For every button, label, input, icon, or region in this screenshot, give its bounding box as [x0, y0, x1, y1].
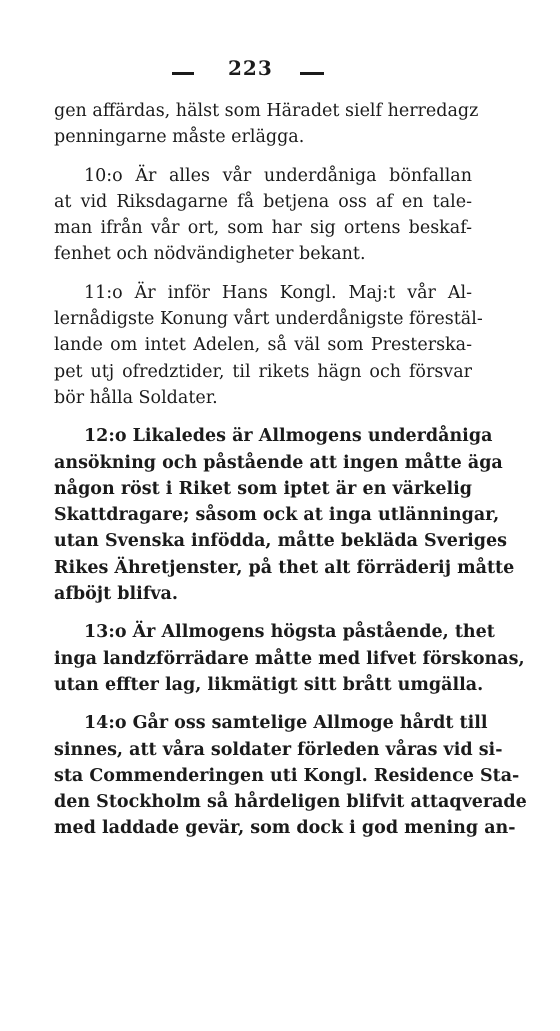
page-number: 223 [228, 56, 273, 80]
text-line: utan effter lag, likmätigt sitt brått umgälla. [54, 674, 484, 695]
paragraph-13 [54, 619, 525, 698]
text-line: någon röst i Riket som iptet är en värkelig [54, 478, 472, 499]
paragraph-continuation [54, 98, 479, 151]
paragraph-11 [54, 280, 483, 411]
text-line: Rikes Ähretjenster, på thet alt förräderij måtte [54, 557, 515, 578]
text-line: gen affärdas, hälst som Häradet sielf herredagz [54, 101, 479, 121]
text-line: den Stockholm så hårdeligen blifvit attaqverade [54, 792, 527, 813]
text-line: 11:o Är inför Hans Kongl. Maj:t vår Al- [84, 282, 472, 303]
text-line: inga landzförrädare måtte med lifvet förskonas, [54, 648, 525, 669]
text-line: med laddade gevär, som dock i god mening an- [54, 818, 516, 839]
text-line: man ifrån vår ort, som har sig ortens beskaf- [54, 218, 472, 239]
text-line: sinnes, att våra soldater förleden våras vid si- [54, 739, 503, 760]
paragraph-14 [54, 710, 527, 841]
text-line: 13:o Är Allmogens högsta påstående, thet [84, 622, 495, 643]
text-line: lande om intet Adelen, så väl som Presterska- [54, 335, 472, 356]
text-line: penningarne måste erlägga. [54, 127, 305, 148]
text-line: ansökning och påstående att ingen måtte äga [54, 452, 503, 473]
text-line: 12:o Likaledes är Allmogens underdåniga [84, 426, 493, 447]
header-dash-left [172, 72, 194, 75]
text-line: Skattdragare; såsom ock at inga utlänningar, [54, 505, 500, 526]
text-line: bör hålla Soldater. [54, 387, 218, 408]
paragraph-10 [54, 163, 472, 268]
text-line: utan Svenska infödda, måtte bekläda Sveriges [54, 531, 508, 552]
page-header [0, 56, 560, 86]
text-line: at vid Riksdagarne få betjena oss af en tale- [54, 191, 472, 212]
text-line: afböjt blifva. [54, 584, 178, 605]
paragraph-12 [54, 423, 515, 607]
text-line: pet utj ofredztider, til rikets hägn och försvar [54, 361, 472, 382]
text-line: 10:o Är alles vår underdåniga bönfallan [84, 165, 472, 186]
text-line: 14:o Går oss samtelige Allmoge hårdt till [84, 713, 488, 734]
body-text [54, 98, 527, 842]
text-line: lernådigste Konung vårt underdånigste förestäl- [54, 309, 483, 330]
text-line: fenhet och nödvändigheter bekant. [54, 244, 366, 265]
text-line: sta Commenderingen uti Kongl. Residence Sta- [54, 765, 520, 786]
header-dash-right [300, 72, 324, 75]
